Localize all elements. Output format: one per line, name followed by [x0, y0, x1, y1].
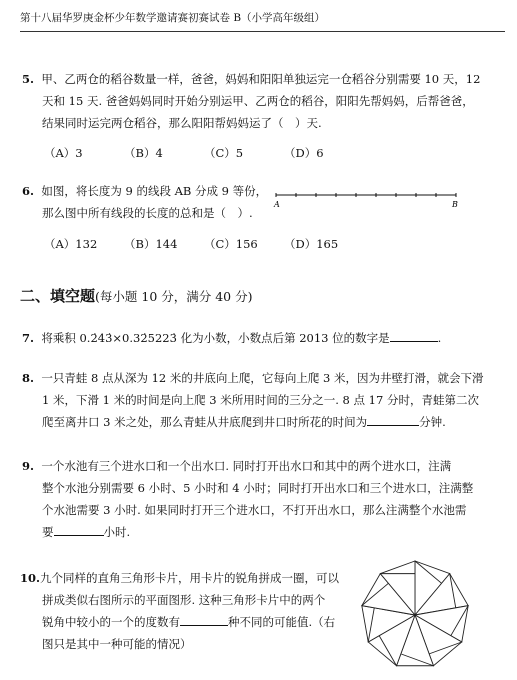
question-number: 6. [22, 184, 35, 198]
point-b-label: B [452, 200, 458, 209]
question-5 [22, 68, 492, 134]
question-text: 种不同的可能值.（右 [228, 615, 336, 629]
question-text: 如图，将长度为 9 的线段 AB 分成 9 等份， [41, 184, 268, 198]
answer-blank[interactable] [54, 523, 104, 536]
question-text: 爬至离井口 3 米之处，那么青蛙从井底爬到井口时所花的时间为 [42, 415, 368, 429]
option-a: （A）132 [44, 237, 98, 251]
answer-blank[interactable] [180, 613, 228, 626]
question-number: 7. [22, 331, 35, 345]
option-c: （C）156 [204, 237, 258, 251]
option-b: （B）144 [124, 237, 178, 251]
question-text: 小时. [103, 525, 131, 539]
question-text: . [437, 331, 442, 345]
question-text: 图只是其中一种可能的情况） [42, 637, 192, 651]
question-7 [22, 327, 492, 349]
question-9 [22, 455, 492, 543]
option-b: （B）4 [124, 146, 163, 160]
question-text: 锐角中较小的一个的度数有 [42, 615, 180, 629]
question-text: 天和 15 天. 爸爸妈妈同时开始分别运甲、乙两仓的稻谷，阳阳先帮妈妈，后帮爸爸， [42, 94, 474, 108]
pinwheel-triangles [362, 561, 468, 666]
answer-blank[interactable] [390, 329, 438, 342]
section-title: 二、填空题 [20, 287, 96, 305]
question-text: 一只青蛙 8 点从深为 12 米的井底向上爬，它每向上爬 3 米，因为井壁打滑，就会下滑 [41, 371, 484, 385]
pinwheel-figure [355, 555, 475, 675]
question-number: 9. [22, 459, 35, 473]
question-text: 甲、乙两仓的稻谷数量一样，爸爸，妈妈和阳阳单独运完一仓稻谷分别需要 10 天，12 [41, 72, 481, 86]
point-a-label: A [274, 200, 280, 209]
question-text: 1 米，下滑 1 米的时间是向上爬 3 米所用时间的三分之一. 8 点 17 分时，青蛙第二次 [42, 393, 479, 407]
question-text: 整个水池分别需要 6 小时、5 小时和 4 小时；同时打开出水口和三个进水口，注满整 [42, 481, 474, 495]
option-d: （D）6 [284, 146, 324, 160]
question-text: 一个水池有三个进水口和一个出水口. 同时打开出水口和其中的两个进水口，注满 [41, 459, 452, 473]
question-text: 拼成类似右图所示的平面图形. 这种三角形卡片中的两个 [42, 593, 326, 607]
answer-blank[interactable] [367, 413, 419, 426]
segment-ab-figure [270, 185, 470, 211]
question-10 [20, 567, 365, 655]
question-text: 结果同时运完两仓稻谷，那么阳阳帮妈妈运了（ ）天. [42, 116, 322, 130]
question-text: 要 [42, 525, 54, 539]
answer-options [44, 236, 364, 252]
question-number: 10. [20, 571, 41, 585]
question-text: 个水池需要 3 小时. 如果同时打开三个进水口，不打开出水口，那么注满整个水池需 [42, 503, 467, 517]
option-c: （C）5 [204, 146, 244, 160]
question-text: 那么图中所有线段的长度的总和是（ ）. [42, 206, 253, 220]
question-number: 5. [22, 72, 35, 86]
question-text: 九个同样的直角三角形卡片，用卡片的锐角拼成一圈，可以 [40, 571, 340, 585]
question-number: 8. [22, 371, 35, 385]
question-6 [22, 180, 282, 224]
answer-options [44, 145, 364, 161]
question-text: 分钟. [419, 415, 446, 429]
section-subtitle: (每小题 10 分，满分 40 分) [95, 289, 253, 304]
option-a: （A）3 [44, 146, 83, 160]
option-d: （D）165 [284, 237, 339, 251]
question-text: 将乘积 0.2̇43̇×0.32̇5223̇ 化为小数，小数点后第 2013 位的数字是 [41, 331, 390, 345]
question-8 [22, 367, 492, 433]
page-header: 第十八届华罗庚金杯少年数学邀请赛初赛试卷 B（小学高年级组） [20, 10, 505, 32]
section-heading [20, 285, 252, 306]
